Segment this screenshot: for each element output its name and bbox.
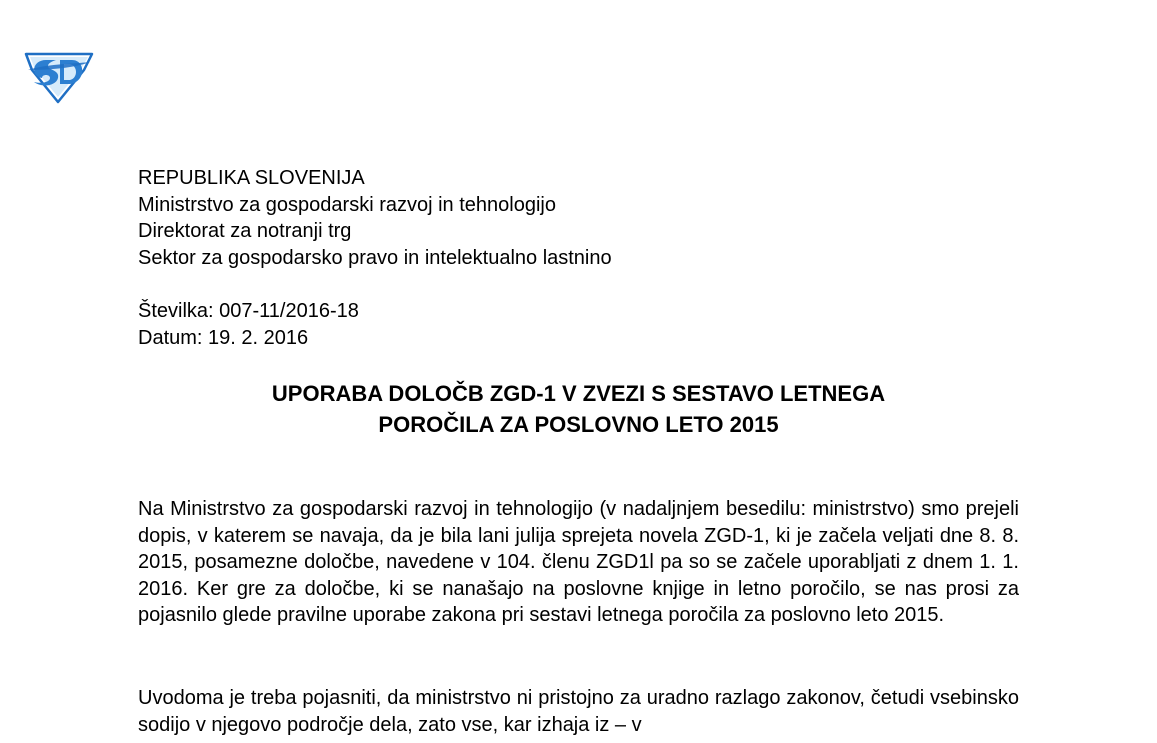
title-line-2: POROČILA ZA POSLOVNO LETO 2015 xyxy=(378,412,779,437)
body-paragraph-1: Na Ministrstvo za gospodarski razvoj in tehnologijo (v nadaljnjem besedilu: ministrstvo) smo prejeli dopis, v katerem se navaja, da je bila lani julija sprejeta novela ZGD-1, ki je začela veljati dne 8. 8. 2015, posamezne določbe, navedene v 104. členu ZGD1l pa so se začele uporabljati z dnem 1. 1. 2016. Ker gre za določbe, ki se nanašajo na poslovne knjige in letno poročilo, se nas prosi za pojasnilo glede pravilne uporabe zakona pri sestavi letnega poročila za poslovno leto 2015. xyxy=(138,498,1019,626)
body-paragraph-2: Uvodoma je treba pojasniti, da ministrstvo ni pristojno za uradno razlago zakonov, četudi vsebinsko sodijo v njegovo področje dela, zato vse, kar izhaja iz – v xyxy=(138,687,1019,736)
title-line-1: UPORABA DOLOČB ZGD-1 V ZVEZI S SESTAVO LETNEGA xyxy=(271,381,886,406)
directorate-line: Direktorat za notranji trg xyxy=(138,220,352,242)
document-title xyxy=(138,378,1019,440)
sender-header xyxy=(138,165,612,271)
reference-block xyxy=(138,298,359,352)
sector-line: Sektor za gospodarsko pravo in intelektualno lastnino xyxy=(138,246,612,269)
document-number: Številka: 007-11/2016-18 xyxy=(138,300,359,322)
document-date: Datum: 19. 2. 2016 xyxy=(138,327,309,349)
sd-shield-logo-icon xyxy=(20,48,98,104)
ministry-line: Ministrstvo za gospodarski razvoj in tehnologijo xyxy=(138,193,556,216)
country-line: REPUBLIKA SLOVENIJA xyxy=(138,167,365,189)
